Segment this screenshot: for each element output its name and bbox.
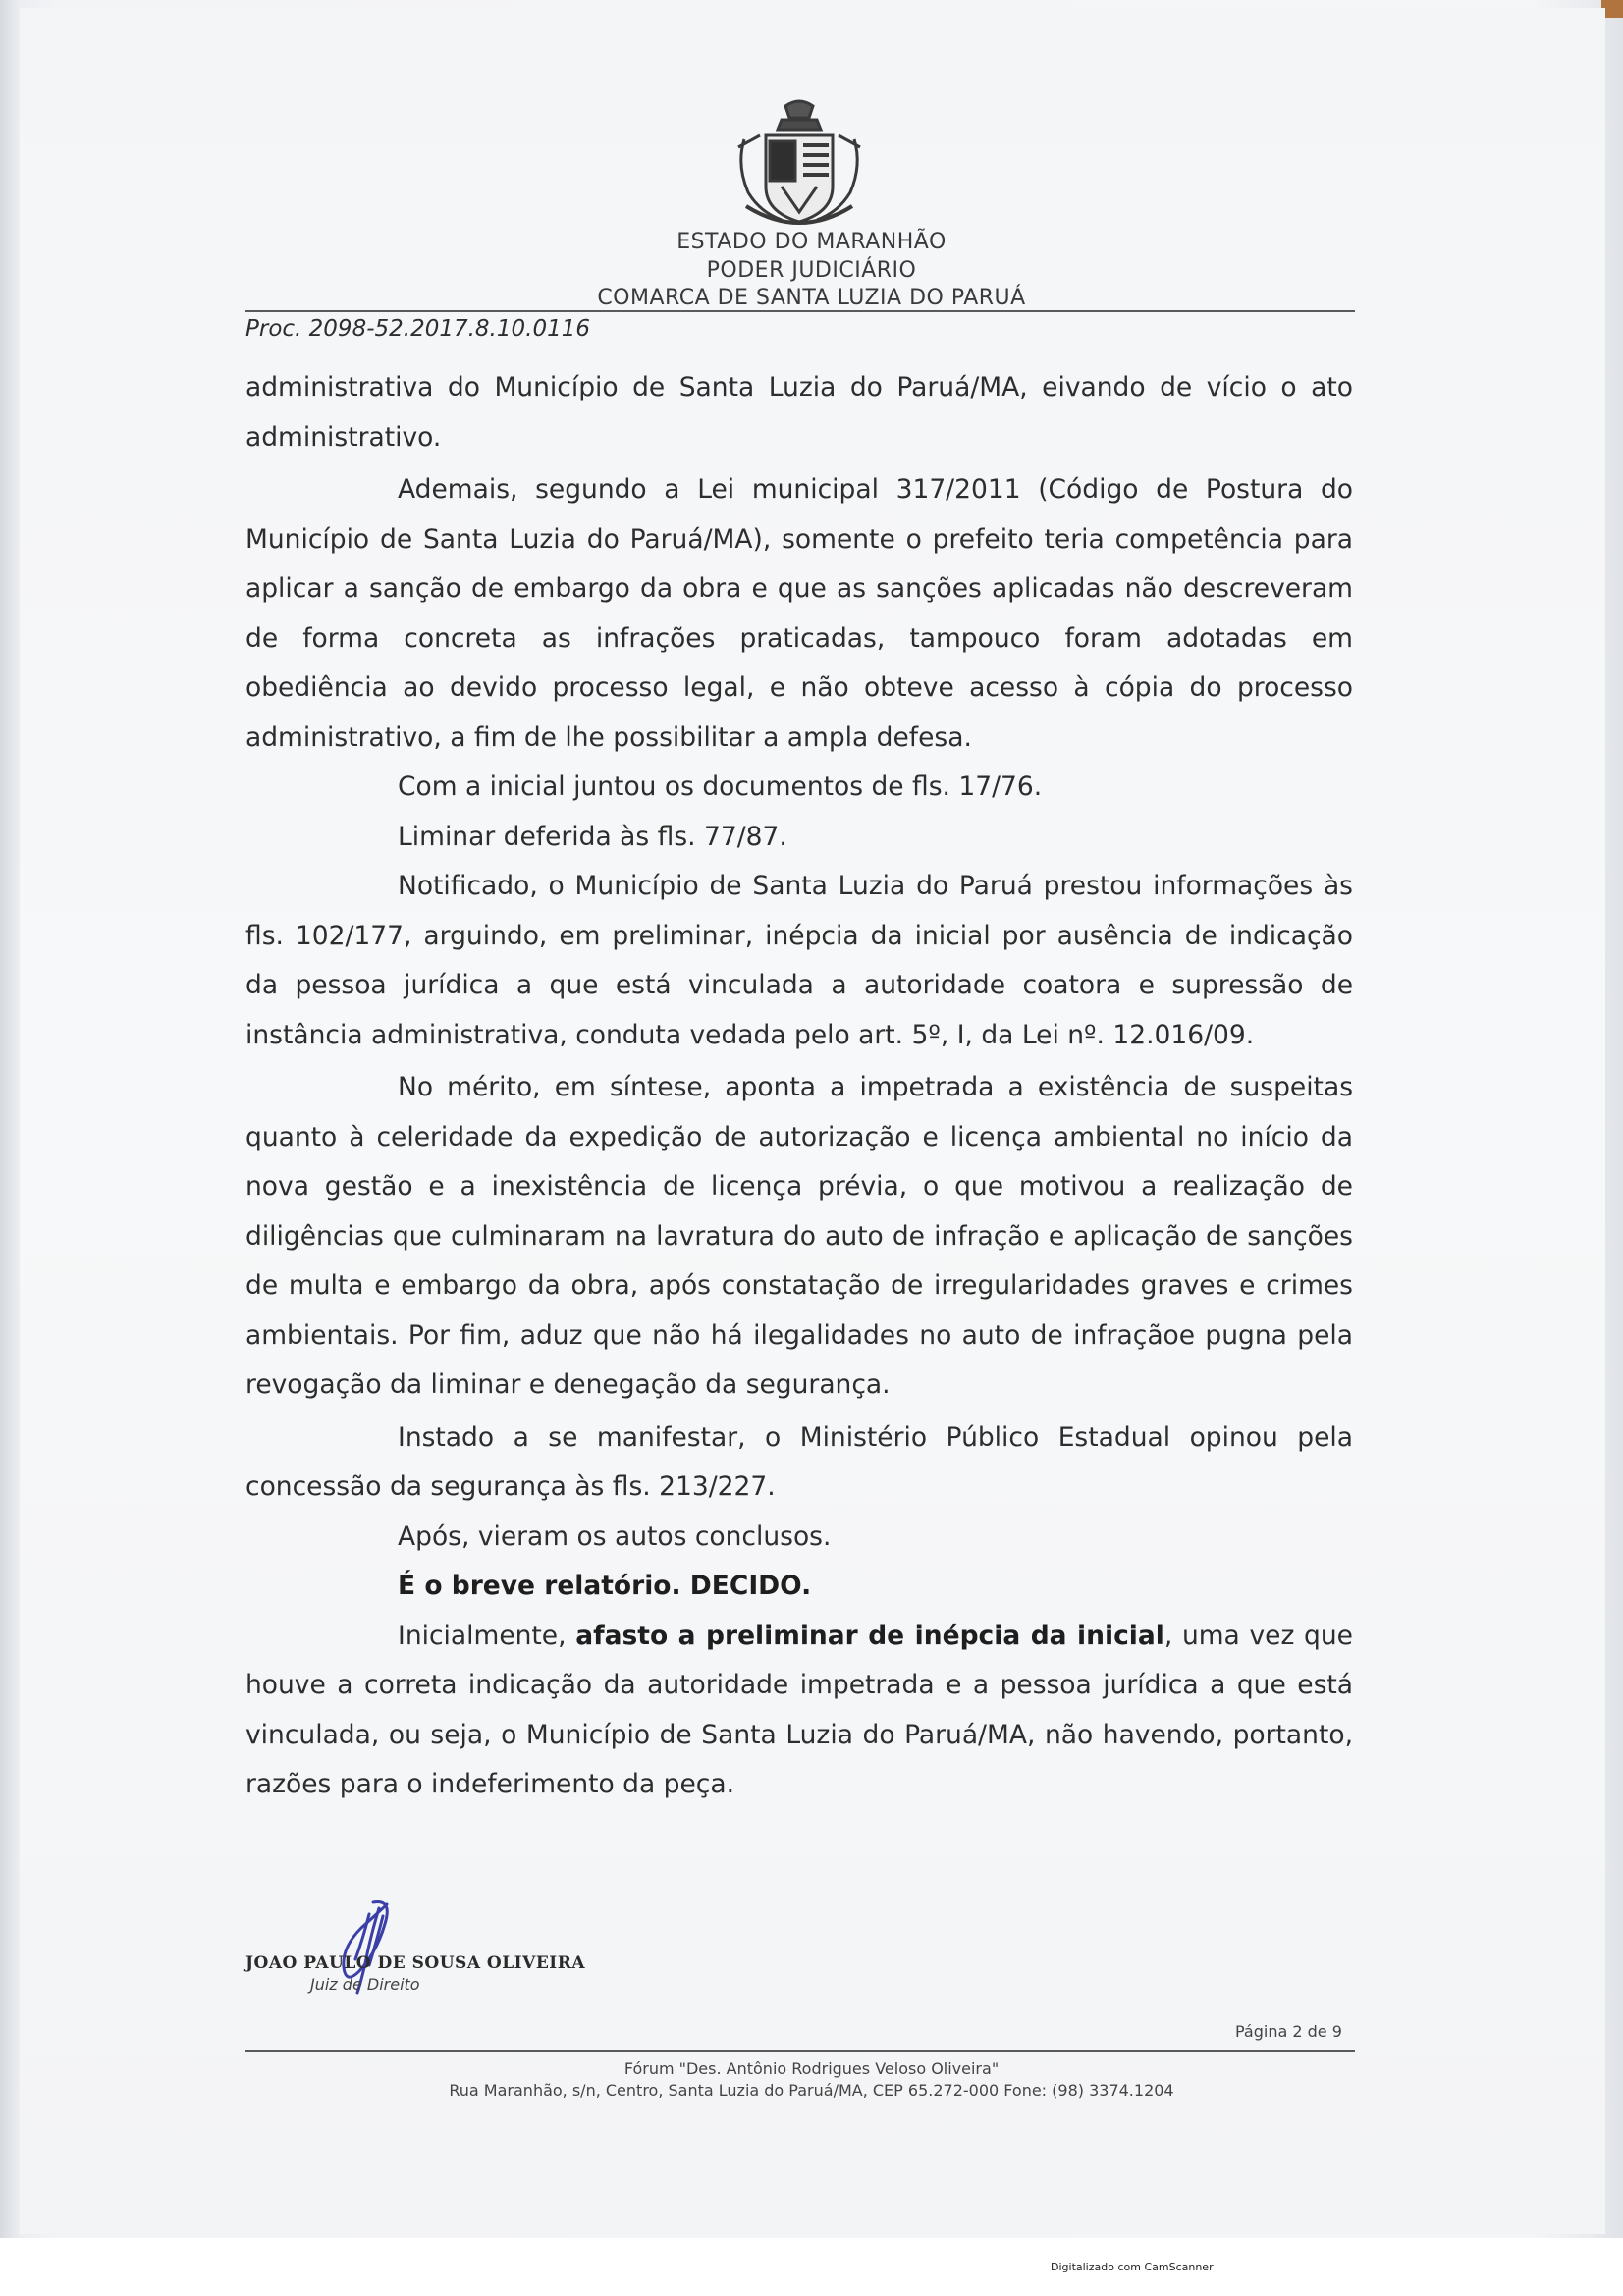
paragraph-6: No mérito, em síntese, aponta a impetrada a existência de suspeitas quanto à celeridade da expedição de autorização e licença ambiental no início da nova gestão e a inexistência de licença prévia, o que motivou a realização de diligências que culminaram na lavratura do auto de infração e aplicação de sanções de multa e embargo da obra, após constatação de irregularidades graves e crimes ambientais. Por fim, aduz que não há ilegalidades no auto de infraçãoe pugna pela revogação da liminar e denegação da segurança.: [245, 1072, 1353, 1400]
document-body: [245, 363, 1353, 1810]
paragraph-5: Notificado, o Município de Santa Luzia do Paruá prestou informações às fls. 102/177, arguindo, em preliminar, inépcia da inicial por ausência de indicação da pessoa jurídica a que está vinculada a autoridade coatora e supressão de instância administrativa, conduta vedada pelo art. 5º, I, da Lei nº. 12.016/09.: [245, 871, 1353, 1050]
paragraph-10-start: Inicialmente,: [398, 1620, 576, 1651]
footer-address: Rua Maranhão, s/n, Centro, Santa Luzia do Paruá/MA, CEP 65.272-000 Fone: (98) 3374.1204: [449, 2081, 1174, 2100]
judge-name: JOAO PAULO DE SOUSA OLIVEIRA: [245, 1953, 586, 1973]
footer-forum: Fórum "Des. Antônio Rodrigues Veloso Oliveira": [623, 2059, 1000, 2078]
header-rule: [245, 310, 1355, 312]
paragraph-3: Com a inicial juntou os documentos de fls. 17/76.: [398, 772, 1043, 802]
signature-block: [245, 1953, 585, 1994]
paragraph-7: Instado a se manifestar, o Ministério Público Estadual opinou pela concessão da segurança às fls. 213/227.: [245, 1421, 1353, 1502]
paragraph-2: Ademais, segundo a Lei municipal 317/2011 (Código de Postura do Município de Santa Luzia do Paruá/MA), somente o prefeito teria competência para aplicar a sanção de embargo da obra e que as sanções aplicadas não descreveram de forma concreta as infrações praticadas, tampouco foram adotadas em obediência ao devido processo legal, e não obteve acesso à cópia do processo administrativo, a fim de lhe possibilitar a ampla defesa.: [245, 474, 1353, 753]
paragraph-4: Liminar deferida às fls. 77/87.: [398, 821, 787, 852]
paragraph-10: [245, 1612, 1353, 1810]
process-number: Proc. 2098-52.2017.8.10.0116: [245, 316, 590, 342]
scanner-watermark: Digitalizado com CamScanner: [1051, 2261, 1214, 2273]
footer-rule: [245, 2050, 1355, 2052]
paragraph-8: Após, vieram os autos conclusos.: [398, 1521, 832, 1552]
header-state: ESTADO DO MARANHÃO: [676, 230, 947, 254]
report-heading: É o breve relatório. DECIDO.: [398, 1571, 812, 1601]
coat-of-arms-icon: [727, 96, 872, 232]
page-number: Página 2 de 9: [1235, 2022, 1342, 2041]
judge-role: Juiz de Direito: [310, 1975, 420, 1994]
paragraph-9: [245, 1562, 1353, 1612]
paragraph-10-emphasis: afasto a preliminar de inépcia da inicial: [575, 1620, 1164, 1651]
paragraph-1: administrativa do Município de Santa Luzia do Paruá/MA, eivando de vício o ato administrativo.: [245, 372, 1353, 453]
header-judiciary: PODER JUDICIÁRIO: [706, 258, 917, 283]
header-district: COMARCA DE SANTA LUZIA DO PARUÁ: [597, 286, 1026, 310]
paragraph-10-end: , uma vez que houve a correta indicação da autoridade impetrada e a pessoa jurídica a que está vinculada, ou seja, o Município de Santa Luzia do Paruá/MA, não havendo, portanto, razões para o indeferimento da peça.: [245, 1620, 1353, 1799]
